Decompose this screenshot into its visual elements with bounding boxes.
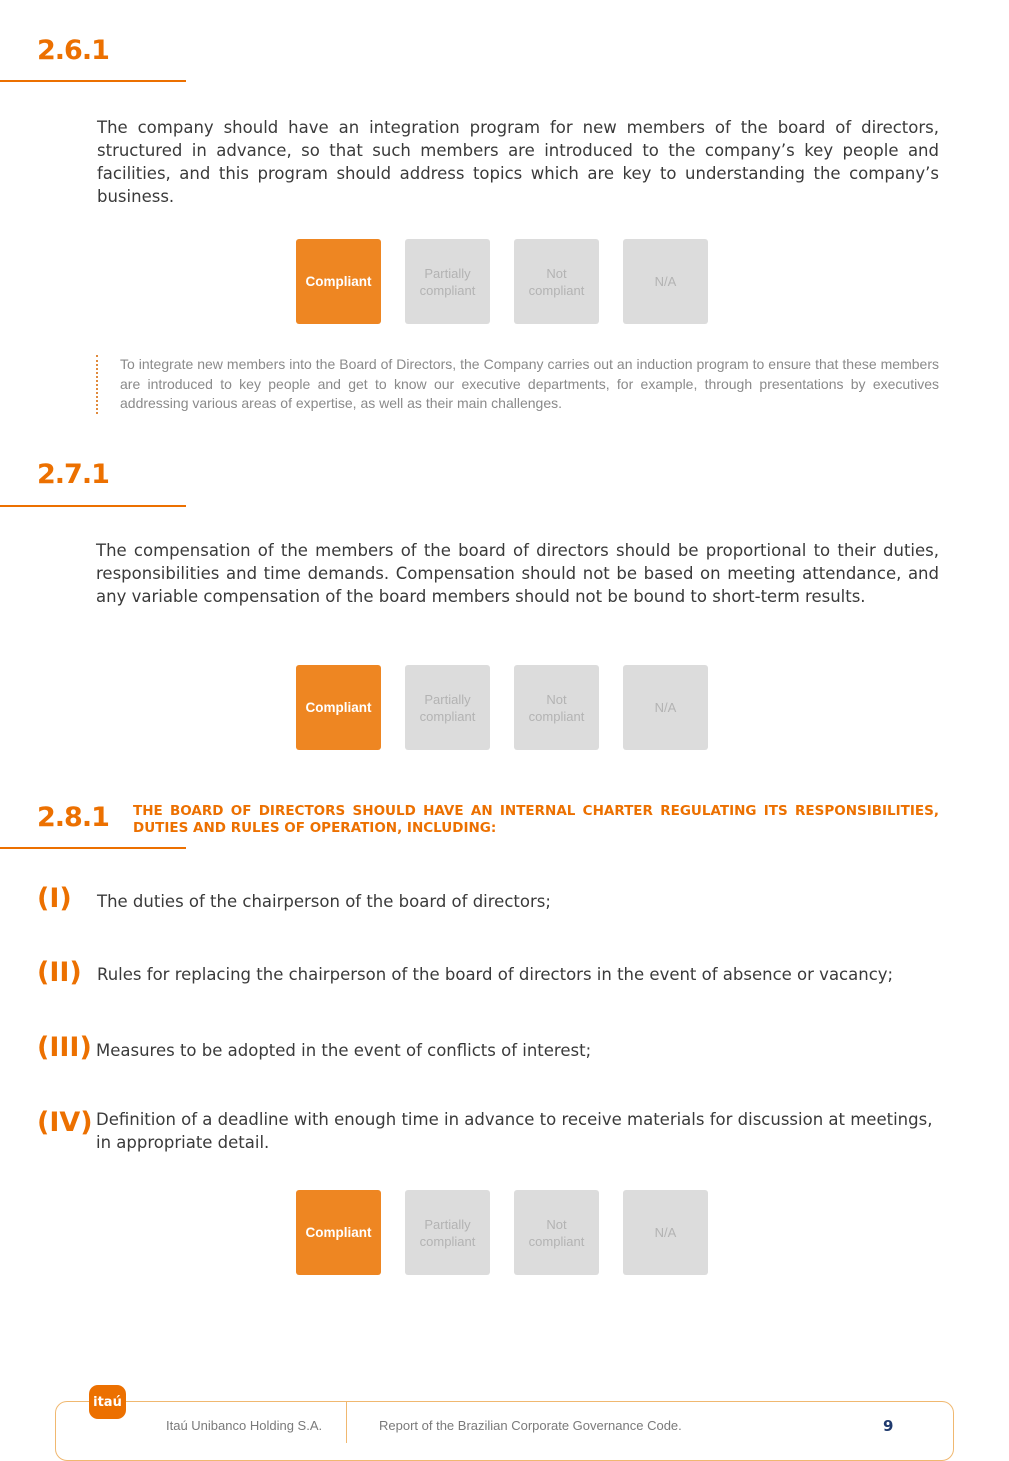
footer-divider	[346, 1401, 347, 1443]
compliance-status-group	[296, 1190, 716, 1275]
status-na-button[interactable]: N/A	[623, 1190, 708, 1275]
section-text: The compensation of the members of the board of directors should be proportional to their duties, responsibilities and time demands. Compensation should not be based on meeting attendance, and any variable compensation of the board members should not be bound to short-term results.	[96, 541, 939, 606]
status-not-compliant-button[interactable]: Not compliant	[514, 239, 599, 324]
status-na-button[interactable]: N/A	[623, 239, 708, 324]
status-partially-compliant-button[interactable]: Partially compliant	[405, 239, 490, 324]
status-partially-compliant-button[interactable]: Partially compliant	[405, 665, 490, 750]
section-number: 2.6.1	[37, 35, 109, 66]
item-marker: (IV)	[37, 1107, 93, 1138]
status-partially-compliant-button[interactable]: Partially compliant	[405, 1190, 490, 1275]
itau-logo: itaú	[89, 1385, 126, 1419]
status-compliant-button[interactable]: Compliant	[296, 1190, 381, 1275]
footer-report-title: Report of the Brazilian Corporate Governance Code.	[379, 1418, 682, 1433]
section-heading: THE BOARD OF DIRECTORS SHOULD HAVE AN INTERNAL CHARTER REGULATING ITS RESPONSIBILITIES, DUTIES AND RULES OF OPERATION, INCLUDING:	[133, 803, 939, 836]
item-text: Definition of a deadline with enough time in advance to receive materials for discussion at meetings, in appropriate detail.	[96, 1110, 933, 1152]
section-text: The company should have an integration program for new members of the board of directors, structured in advance, so that such members are introduced to the company’s key people and facilities, and this program should address topics which are key to understanding the company’s business.	[97, 118, 939, 206]
item-text: Measures to be adopted in the event of conflicts of interest;	[96, 1041, 592, 1060]
status-not-compliant-button[interactable]: Not compliant	[514, 1190, 599, 1275]
status-compliant-button[interactable]: Compliant	[296, 239, 381, 324]
compliance-status-group	[296, 239, 716, 324]
item-text: The duties of the chairperson of the board of directors;	[97, 892, 551, 911]
section-underline	[0, 80, 186, 82]
status-not-compliant-button[interactable]: Not compliant	[514, 665, 599, 750]
footer-company: Itaú Unibanco Holding S.A.	[166, 1418, 323, 1433]
item-marker: (I)	[37, 883, 72, 914]
item-text: Rules for replacing the chairperson of the board of directors in the event of absence or vacancy;	[97, 965, 894, 984]
section-underline	[0, 505, 186, 507]
status-compliant-button[interactable]: Compliant	[296, 665, 381, 750]
item-marker: (II)	[37, 957, 82, 988]
section-number: 2.7.1	[37, 459, 109, 490]
item-marker: (III)	[37, 1032, 92, 1063]
status-na-button[interactable]: N/A	[623, 665, 708, 750]
section-comment: To integrate new members into the Board of Directors, the Company carries out an induction program to ensure that these members are introduced to key people and get to know our executive departments, for example, through presentations by executives addressing various areas of expertise, as well as their main challenges.	[96, 355, 939, 414]
section-number: 2.8.1	[37, 802, 109, 833]
compliance-status-group	[296, 665, 716, 750]
section-underline	[0, 847, 186, 849]
page-number: 9	[883, 1417, 894, 1435]
